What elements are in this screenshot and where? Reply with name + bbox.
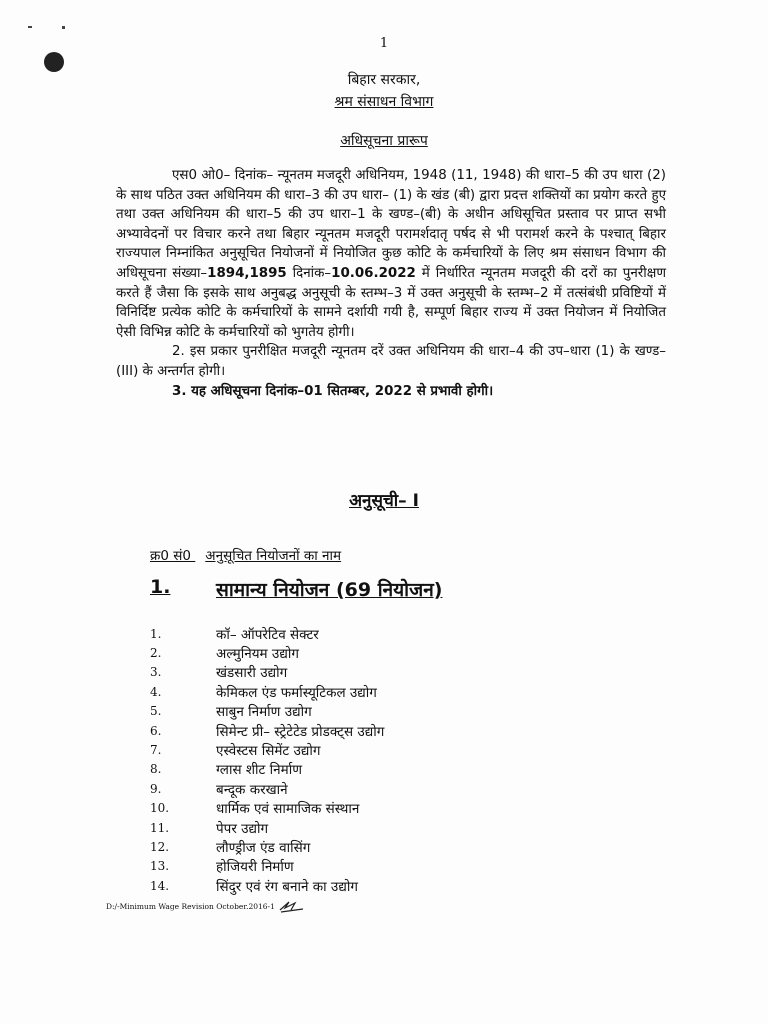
item-name: सिमेन्ट प्री– स्ट्रेटेटेड प्रोडक्ट्स उद्योग bbox=[216, 723, 385, 740]
paragraph-2: 2. इस प्रकार पुनरीक्षित मजदूरी न्यूनतम दरें उक्त अधिनियम की धारा–4 की उप–धारा (1) के खण्ड–(III) के अन्तर्गत होगी। bbox=[116, 344, 666, 379]
item-number: 10. bbox=[150, 801, 170, 816]
item-number: 5. bbox=[150, 704, 162, 719]
item-name: केमिकल एंड फर्मास्यूटिकल उद्योग bbox=[216, 684, 377, 701]
scan-speck bbox=[62, 26, 65, 29]
footer bbox=[106, 898, 307, 914]
item-name: साबुन निर्माण उद्योग bbox=[216, 704, 312, 721]
list-item bbox=[150, 799, 384, 818]
page-number: 1 bbox=[379, 36, 389, 51]
item-number: 11. bbox=[150, 820, 170, 835]
item-name: बन्दूक करखाने bbox=[216, 781, 288, 798]
section-number: 1. bbox=[150, 576, 171, 598]
item-number: 7. bbox=[150, 743, 162, 758]
item-number: 8. bbox=[150, 762, 162, 777]
list-item bbox=[150, 624, 384, 643]
item-name: ग्लास शीट निर्माण bbox=[216, 762, 302, 779]
punch-hole bbox=[44, 52, 64, 72]
list-item bbox=[150, 663, 384, 682]
item-number: 1. bbox=[150, 626, 162, 641]
paragraph-3: 3. यह अधिसूचना दिनांक–01 सितम्बर, 2022 से प्रभावी होगी। bbox=[172, 383, 494, 399]
item-number: 12. bbox=[150, 839, 170, 854]
list-item bbox=[150, 643, 384, 662]
initials-signature bbox=[277, 898, 307, 914]
list-item bbox=[150, 876, 384, 895]
item-name: लौण्ड्रीज एंड वासिंग bbox=[216, 839, 311, 856]
item-number: 6. bbox=[150, 723, 162, 738]
notice-title: अधिसूचना प्रारूप bbox=[340, 133, 428, 149]
item-name: धार्मिक एवं सामाजिक संस्थान bbox=[216, 801, 360, 818]
list-item bbox=[150, 857, 384, 876]
item-number: 3. bbox=[150, 665, 162, 680]
item-name: खंडसारी उद्योग bbox=[216, 665, 288, 682]
item-name: कॉ– ऑपरेटिव सेक्टर bbox=[216, 626, 319, 643]
list-item bbox=[150, 702, 384, 721]
list-item bbox=[150, 818, 384, 837]
list-item bbox=[150, 760, 384, 779]
column-headers bbox=[150, 546, 341, 564]
item-number: 13. bbox=[150, 859, 170, 874]
govt-name: बिहार सरकार, bbox=[347, 72, 421, 88]
item-number: 14. bbox=[150, 878, 170, 893]
item-number: 2. bbox=[150, 646, 162, 661]
list-item bbox=[150, 837, 384, 856]
item-name: सिंदुर एवं रंग बनाने का उद्योग bbox=[216, 878, 358, 895]
item-name: होजियरी निर्माण bbox=[216, 859, 294, 876]
employment-list bbox=[150, 624, 384, 895]
list-item bbox=[150, 740, 384, 759]
scan-speck bbox=[28, 26, 32, 28]
name-column-header: अनुसूचित नियोजनों का नाम bbox=[205, 548, 342, 564]
notification-body bbox=[116, 166, 666, 401]
paragraph-1: एस0 ओ0– दिनांक– न्यूनतम मजदूरी अधिनियम, 1948 (11, 1948) की धारा–5 की उप धारा (2) के साथ पठित उक्त अधिनियम की धारा–3 की उप धारा– (1) के खंड (बी) द्वारा प्रदत्त शक्तियों का प्रयोग करते हुए तथा उक्त अधिनियम की धारा–5 की उप धारा–1 के खण्ड–(बी) के अधीन अधिसूचित प्रस्ताव पर प्राप्त सभी अभ्यावेदनों पर विचार करने तथा बिहार न्यूनतम मजदूरी परामर्शदातृ पर्षद से भी परामर्श करने के पश्चात् बिहार राज्यपाल निम्नांकित अनुसूचित नियोजनों में नियोजित कुछ कोटि के कर्मचारियों के लिए श्रम संसाधन विभाग की अधिसूचना संख्या–1894,1895 दिनांक–10.06.2022 में निर्धारित न्यूनतम मजदूरी की दरों का पुनरीक्षण करते हैं जैसा कि इसके साथ अनुबद्ध अनुसूची के स्तम्भ–3 में उक्त अनुसूची के स्तम्भ–2 में तत्संबंधी प्रविष्टियों में विनिर्दिष्ट प्रत्येक कोटि के कर्मचारियों के सामने दर्शायी गयी है, सम्पूर्ण बिहार राज्य में उक्त नियोजन में नियोजित ऐसी विभिन्न कोटि के कर्मचारियों को भुगतेय होगी। bbox=[116, 168, 666, 340]
serial-column-header: क्र0 सं0 bbox=[150, 548, 191, 564]
item-name: एस्वेस्टस सिमेंट उद्योग bbox=[216, 743, 321, 760]
list-item bbox=[150, 682, 384, 701]
section-title: सामान्य नियोजन (69 नियोजन) bbox=[216, 579, 443, 601]
list-item bbox=[150, 779, 384, 798]
item-name: पेपर उद्योग bbox=[216, 820, 269, 837]
schedule-title: अनुसूची– I bbox=[349, 491, 419, 511]
footer-path: D:/-Minimum Wage Revision October.2016-1 bbox=[106, 901, 275, 911]
item-number: 9. bbox=[150, 781, 162, 796]
section-heading bbox=[150, 576, 442, 602]
department-name: श्रम संसाधन विभाग bbox=[334, 94, 434, 110]
list-item bbox=[150, 721, 384, 740]
item-number: 4. bbox=[150, 684, 162, 699]
item-name: अल्मुनियम उद्योग bbox=[216, 646, 299, 663]
